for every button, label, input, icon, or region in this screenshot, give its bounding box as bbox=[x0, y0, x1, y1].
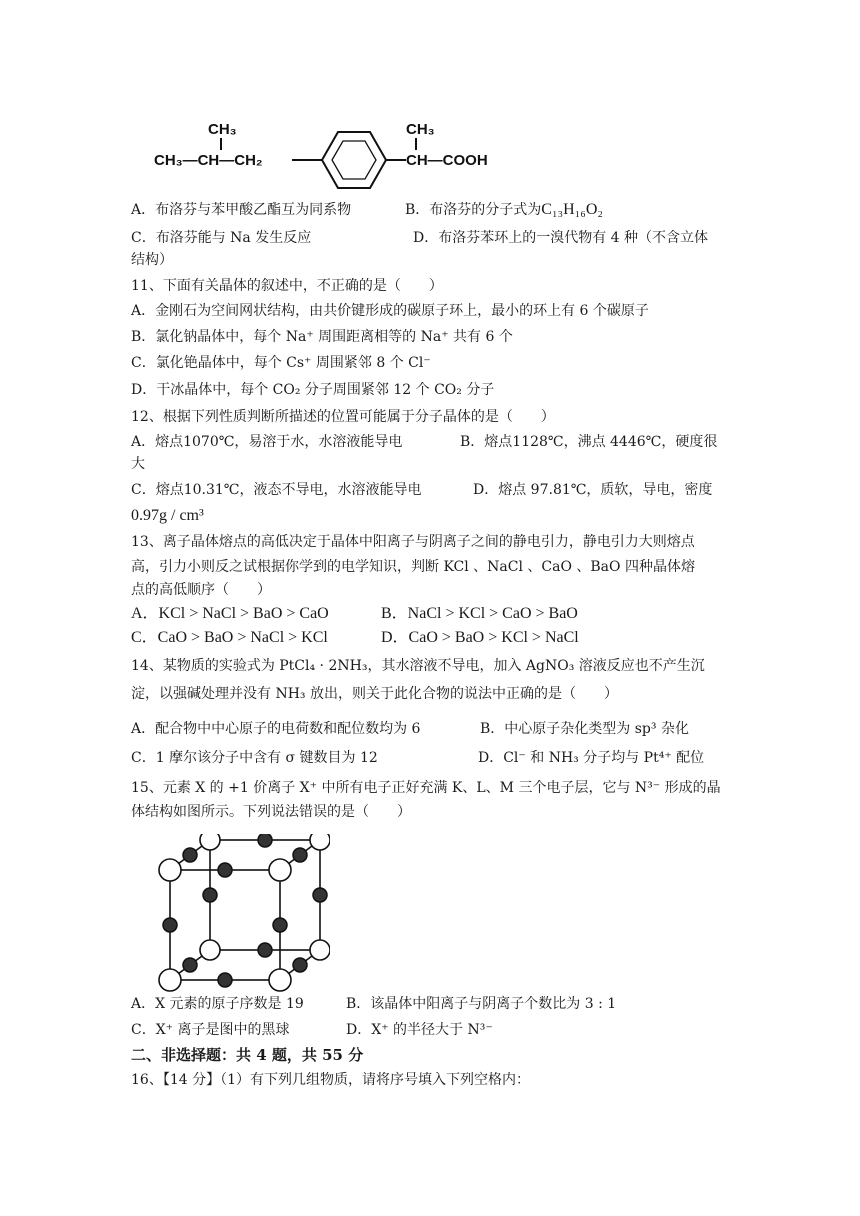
left-chain: CH₃—CH—CH₂ bbox=[154, 152, 263, 169]
q13-option-d: D．CaO > BaO > KCl > NaCl bbox=[381, 629, 579, 646]
q10-option-c: C．布洛芬能与 Na 发生反应 bbox=[131, 230, 312, 246]
q10-option-a: A．布洛芬与苯甲酸乙酯互为同系物 bbox=[131, 202, 352, 218]
right-chain: CH—COOH bbox=[406, 152, 488, 169]
q16-stem: 16、【14 分】（1）有下列几组物质，请将序号填入下列空格内： bbox=[131, 1072, 530, 1088]
q12-option-d-cont: 0.97g / cm³ bbox=[131, 507, 204, 524]
q15-stem-2: 体结构如图所示。下列说法错误的是（ ） bbox=[131, 804, 411, 820]
q10-option-d: D．布洛芬苯环上的一溴代物有 4 种（不含立体 bbox=[413, 230, 709, 246]
q14-option-b: B．中心原子杂化类型为 sp³ 杂化 bbox=[480, 721, 689, 737]
q13-option-c: C．CaO > BaO > NaCl > KCl bbox=[131, 629, 328, 646]
crystal-structure-figure bbox=[150, 834, 330, 994]
ch3-top-right: CH₃ bbox=[406, 121, 435, 138]
q15-option-c: C．X⁺ 离子是图中的黑球 bbox=[131, 1022, 290, 1038]
ch3-top-left: CH₃ bbox=[208, 121, 237, 138]
q12-option-a: A．熔点1070℃，易溶于水，水溶液能导电 bbox=[131, 434, 403, 450]
q14-option-a: A．配合物中中心原子的电荷数和配位数均为 6 bbox=[131, 721, 421, 737]
q12-stem: 12、根据下列性质判断所描述的位置可能属于分子晶体的是（ ） bbox=[131, 409, 555, 425]
q11-option-c: C．氯化铯晶体中，每个 Cs⁺ 周围紧邻 8 个 Cl⁻ bbox=[131, 355, 431, 371]
q13-stem-2: 高，引力小则反之试根据你学到的电学知识，判断 KCl 、NaCl 、CaO 、BaO 四种晶体熔 bbox=[131, 559, 695, 575]
ibuprofen-structure bbox=[150, 112, 520, 196]
q10-option-b-prefix: B．布洛芬的分子式为 bbox=[405, 202, 542, 218]
q14-stem-1: 14、某物质的实验式为 PtCl₄ · 2NH₃，其水溶液不导电，加入 AgNO₃ 溶液反应也不产生沉 bbox=[131, 658, 705, 674]
q14-option-d: D．Cl⁻ 和 NH₃ 分子均与 Pt⁴⁺ 配位 bbox=[478, 750, 705, 766]
q10-option-b-formula: C₁₃H₁₆O₂ bbox=[541, 201, 603, 218]
q12-option-b-cont: 大 bbox=[131, 456, 145, 472]
q15-option-d: D．X⁺ 的半径大于 N³⁻ bbox=[346, 1022, 493, 1038]
q13-option-a: A．KCl > NaCl > BaO > CaO bbox=[131, 605, 329, 622]
q12-option-c: C．熔点10.31℃，液态不导电，水溶液能导电 bbox=[131, 482, 422, 498]
q14-stem-2: 淀，以强碱处理并没有 NH₃ 放出，则关于此化合物的说法中正确的是（ ） bbox=[131, 686, 618, 702]
q13-stem-1: 13、离子晶体熔点的高低决定于晶体中阳离子与阴离子之间的静电引力，静电引力大则熔点 bbox=[131, 534, 695, 550]
q11-option-b: B．氯化钠晶体中，每个 Na⁺ 周围距离相等的 Na⁺ 共有 6 个 bbox=[131, 329, 513, 345]
q12-option-d: D．熔点 97.81℃，质软，导电，密度 bbox=[473, 482, 713, 498]
q12-option-b: B．熔点1128℃，沸点 4446℃，硬度很 bbox=[460, 434, 718, 450]
q10-option-b bbox=[405, 200, 603, 220]
q10-option-d-cont: 结构） bbox=[131, 252, 173, 268]
cation-spheres bbox=[163, 834, 327, 987]
q13-option-b: B．NaCl > KCl > CaO > BaO bbox=[381, 605, 578, 622]
benzene-inner-ring bbox=[332, 141, 376, 179]
q11-option-a: A．金刚石为空间网状结构，由共价键形成的碳原子环上，最小的环上有 6 个碳原子 bbox=[131, 303, 649, 319]
q15-option-a: A．X 元素的原子序数是 19 bbox=[131, 996, 304, 1012]
q11-option-d: D．干冰晶体中，每个 CO₂ 分子周围紧邻 12 个 CO₂ 分子 bbox=[131, 382, 495, 398]
q11-stem: 11、下面有关晶体的叙述中，不正确的是（ ） bbox=[131, 278, 443, 294]
q14-option-c: C．1 摩尔该分子中含有 σ 键数目为 12 bbox=[131, 750, 378, 766]
q13-stem-3: 点的高低顺序（ ） bbox=[131, 582, 271, 598]
q15-stem-1: 15、元素 X 的 +1 价离子 X⁺ 中所有电子正好充满 K、L、M 三个电子层，它与 N³⁻ 形成的晶 bbox=[131, 780, 721, 796]
section-2-heading: 二、非选择题：共 4 题，共 55 分 bbox=[131, 1046, 364, 1064]
q15-option-b: B．该晶体中阳离子与阴离子个数比为 3 : 1 bbox=[346, 996, 617, 1012]
